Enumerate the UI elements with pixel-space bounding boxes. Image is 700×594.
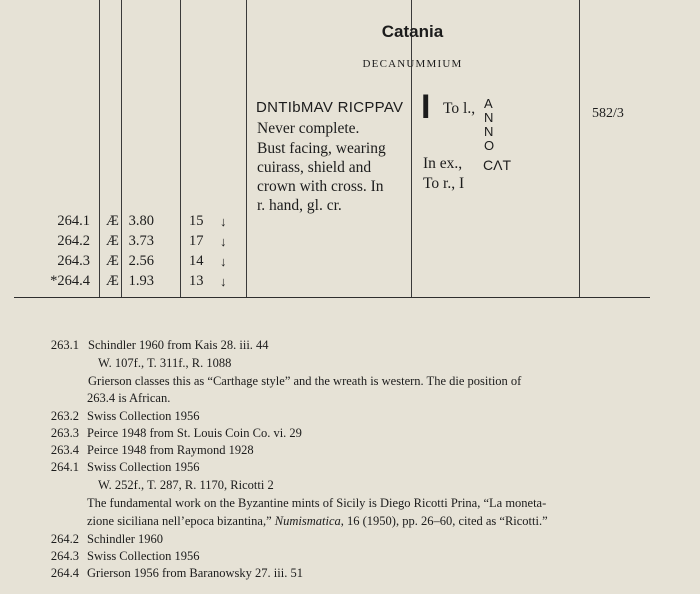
reverse-value-mark: I <box>421 88 431 126</box>
journal-title: Numismatica <box>274 514 341 528</box>
specimen-metal: Æ <box>106 253 119 269</box>
down-arrow-icon: ↓ <box>220 274 227 289</box>
note-text: Swiss Collection 1956 <box>87 549 200 563</box>
obverse-description-line: crown with cross. In <box>257 178 384 195</box>
reverse-anno-letter: O <box>484 138 495 153</box>
note-text: Grierson 1956 from Baranowsky 27. iii. 51 <box>87 566 303 580</box>
column-rule <box>579 0 580 297</box>
specimen-weight: 2.56 <box>128 253 154 269</box>
note-text <box>87 514 548 529</box>
denomination-heading: DECANUMMIUM <box>362 58 463 70</box>
reverse-exergue-label: In ex., <box>423 155 463 172</box>
note-text-part: , 16 (1950), pp. 26–60, cited as “Ricotti.” <box>340 514 548 528</box>
obverse-description-line: cuirass, shield and <box>257 159 372 176</box>
specimen-weight: 3.73 <box>128 233 154 249</box>
note-number: 264.1 <box>50 460 79 474</box>
reference-number: 582/3 <box>592 106 624 121</box>
note-number: 263.1 <box>50 338 79 352</box>
reverse-right-label: To r., I <box>423 175 465 192</box>
specimen-die-axis: 14 <box>189 253 204 269</box>
note-text: W. 252f., T. 287, R. 1170, Ricotti 2 <box>98 478 274 492</box>
note-text: Schindler 1960 <box>87 532 164 546</box>
specimen-die-axis: 17 <box>189 233 204 249</box>
note-number: 264.3 <box>50 549 79 563</box>
obverse-description-line: Never complete. <box>257 120 360 137</box>
specimen-number: 264.2 <box>57 233 90 249</box>
reverse-anno-letter: N <box>484 124 494 139</box>
down-arrow-icon: ↓ <box>220 234 227 249</box>
note-text: Swiss Collection 1956 <box>87 409 200 423</box>
note-number: 264.4 <box>50 566 79 580</box>
specimen-weight: 3.80 <box>128 213 154 229</box>
reverse-left-label: To l., <box>443 100 476 117</box>
table-bottom-rule <box>14 297 650 298</box>
down-arrow-icon: ↓ <box>220 214 227 229</box>
note-text: 263.4 is African. <box>87 391 171 405</box>
note-number: 263.3 <box>50 426 79 440</box>
note-text-part: zione siciliana nell’epoca bizantina,” <box>87 514 275 528</box>
column-rule <box>121 0 122 297</box>
down-arrow-icon: ↓ <box>220 254 227 269</box>
obverse-description-line: Bust facing, wearing <box>257 140 386 157</box>
reverse-anno-letter: A <box>484 96 493 111</box>
column-rule <box>411 0 412 297</box>
mint-heading: Catania <box>381 22 444 41</box>
specimen-number: 264.1 <box>57 213 90 229</box>
reverse-mintmark: CΛT <box>483 157 512 173</box>
column-rule <box>99 0 100 297</box>
note-text: Swiss Collection 1956 <box>87 460 200 474</box>
note-number: 264.2 <box>50 532 79 546</box>
note-text: Peirce 1948 from Raymond 1928 <box>87 443 254 457</box>
note-text: Peirce 1948 from St. Louis Coin Co. vi. 29 <box>87 426 302 440</box>
specimen-die-axis: 13 <box>189 273 204 289</box>
note-text: Grierson classes this as “Carthage style” and the wreath is western. The die position of <box>88 374 522 388</box>
specimen-die-axis: 15 <box>189 213 204 229</box>
specimen-metal: Æ <box>106 213 119 229</box>
specimen-weight: 1.93 <box>128 273 154 289</box>
note-number: 263.2 <box>50 409 79 423</box>
column-rule <box>180 0 181 297</box>
specimen-metal: Æ <box>106 233 119 249</box>
obverse-description-line: r. hand, gl. cr. <box>257 197 342 214</box>
column-rule <box>246 0 247 297</box>
obverse-legend: DNTIbMAV RICPPAV <box>256 99 404 116</box>
note-text: W. 107f., T. 311f., R. 1088 <box>98 356 232 370</box>
specimen-number: *264.4 <box>50 273 90 289</box>
note-text: Schindler 1960 from Kais 28. iii. 44 <box>88 338 269 352</box>
specimen-number: 264.3 <box>57 253 90 269</box>
note-number: 263.4 <box>50 443 79 457</box>
reverse-anno-letter: N <box>484 110 494 125</box>
note-text: The fundamental work on the Byzantine mints of Sicily is Diego Ricotti Prina, “La moneta- <box>87 496 547 510</box>
specimen-metal: Æ <box>106 273 119 289</box>
